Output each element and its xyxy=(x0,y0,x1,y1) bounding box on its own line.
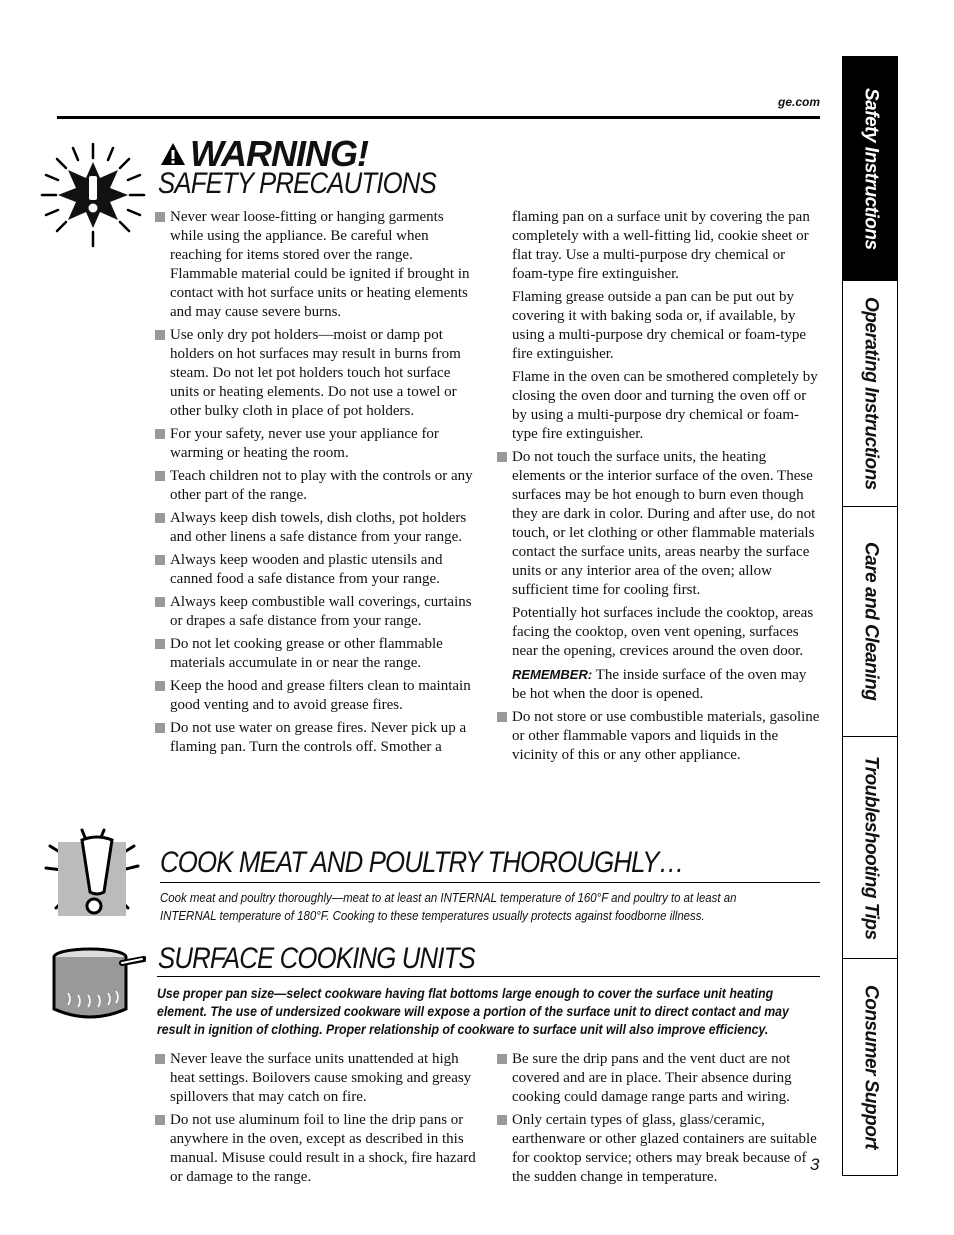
section-rule xyxy=(157,976,820,977)
list-item: Never wear loose-fitting or hanging garments while using the appliance. Be careful when reaching for items stored over the range. Flammable material could be ignited if brought in contact with hot surface units or heating elements and may cause severe burns. xyxy=(155,208,480,322)
section-tabs xyxy=(842,56,898,1176)
list-item: Always keep combustible wall coverings, curtains or drapes a safe distance from your range. xyxy=(155,593,480,631)
exclamation-alert-icon xyxy=(42,826,142,927)
section-rule xyxy=(160,882,820,883)
list-item: Only certain types of glass, glass/ceramic, earthenware or other glazed containers are suitable for cooktop service; others may break because of the sudden change in temperature. xyxy=(497,1111,819,1187)
paragraph: Flaming grease outside a pan can be put out by covering it with baking soda or, if available, by using a multi-purpose dry chemical or foam-type fire extinguisher. xyxy=(512,289,807,362)
tab-care-and-cleaning[interactable]: Care and Cleaning xyxy=(843,507,898,737)
paragraph: Potentially hot surfaces include the cooktop, areas facing the cooktop, oven vent opening, surfaces near the opening, crevices around the oven door. xyxy=(512,605,814,659)
list-item: Be sure the drip pans and the vent duct are not covered and are in place. Their absence during cooking could damage range parts and wiring. xyxy=(497,1050,819,1107)
tab-operating-instructions[interactable]: Operating Instructions xyxy=(843,281,898,507)
surface-cooking-heading: SURFACE COOKING UNITS xyxy=(158,942,475,975)
remember-note: REMEMBER: The inside surface of the oven may be hot when the door is opened. xyxy=(512,667,807,702)
safety-precautions-heading: SAFETY PRECAUTIONS xyxy=(158,167,436,200)
safety-column-left xyxy=(155,208,480,761)
surface-column-left xyxy=(155,1050,480,1191)
list-item: For your safety, never use your appliance for warming or heating the room. xyxy=(155,425,480,463)
safety-column-right xyxy=(497,208,822,769)
warning-title-text: WARNING! xyxy=(190,133,368,174)
list-item: Always keep wooden and plastic utensils and canned food a safe distance from your range. xyxy=(155,551,480,589)
cook-meat-heading: COOK MEAT AND POULTRY THOROUGHLY… xyxy=(160,846,684,879)
tab-troubleshooting-tips[interactable]: Troubleshooting Tips xyxy=(843,737,898,959)
header-rule xyxy=(57,116,820,119)
list-item: Keep the hood and grease filters clean to maintain good venting and to avoid grease fires. xyxy=(155,677,480,715)
list-item: Do not store or use combustible materials, gasoline or other flammable vapors and liquids in the vicinity of this or any other appliance. xyxy=(497,708,822,765)
list-item: Do not touch the surface units, the heating elements or the interior surface of the oven. These surfaces may be hot enough to burn even though they are dark in color. During and after use, do not touch, or let clothing or other flammable materials contact the surface units, areas nearby the surface units or any interior area of the oven; allow sufficient time for cooling first. xyxy=(497,448,822,600)
pot-on-burner-icon xyxy=(50,943,146,1038)
tab-consumer-support[interactable]: Consumer Support xyxy=(860,984,882,1150)
list-item: Do not let cooking grease or other flammable materials accumulate in or near the range. xyxy=(155,635,480,673)
site-url: ge.com xyxy=(777,95,820,109)
list-item: Do not use aluminum foil to line the drip pans or anywhere in the oven, except as described in this manual. Misuse could result in a shock, fire hazard or damage to the range. xyxy=(155,1111,480,1187)
list-item: Always keep dish towels, dish cloths, pot holders and other linens a safe distance from your range. xyxy=(155,509,480,547)
list-item: Teach children not to play with the controls or any other part of the range. xyxy=(155,467,480,505)
surface-cooking-intro: Use proper pan size—select cookware having flat bottoms large enough to cover the surface unit heating element. The use of undersized cookware will expose a portion of the surface unit to direct contact and may result in ignition of clothing. Proper relationship of cookware to surface unit will also improve efficiency. xyxy=(157,985,789,1037)
paragraph: Flame in the oven can be smothered completely by closing the oven door and turning the oven off or by using a multi-purpose dry chemical or foam-type fire extinguisher. xyxy=(512,369,818,442)
list-item: Never leave the surface units unattended at high heat settings. Boilovers cause smoking and greasy spillovers that may catch on fire. xyxy=(155,1050,480,1107)
continued-paragraph: flaming pan on a surface unit by covering the pan completely with a well-fitting lid, cookie sheet or flat tray. Use a multi-purpose dry chemical or foam-type fire extinguisher. xyxy=(512,209,810,282)
page-number: 3 xyxy=(810,1155,820,1174)
list-item: Do not use water on grease fires. Never pick up a flaming pan. Turn the controls off. Smother a xyxy=(155,719,480,757)
warning-triangle-icon xyxy=(160,141,186,167)
cook-meat-text: Cook meat and poultry thoroughly—meat to at least an INTERNAL temperature of 160°F and poultry to at least an INTERNAL temperature of 180°F. Cooking to these temperatures usually protects against foodborne illness. xyxy=(160,890,737,923)
exclamation-burst-icon xyxy=(38,140,148,255)
surface-column-right xyxy=(497,1050,819,1191)
tab-safety-instructions[interactable]: Safety Instructions xyxy=(843,57,898,281)
list-item: Use only dry pot holders—moist or damp pot holders on hot surfaces may result in burns from steam. Do not let pot holders touch hot surface units or heating elements. Do not use a towel or other bulky cloth in place of pot holders. xyxy=(155,326,480,421)
